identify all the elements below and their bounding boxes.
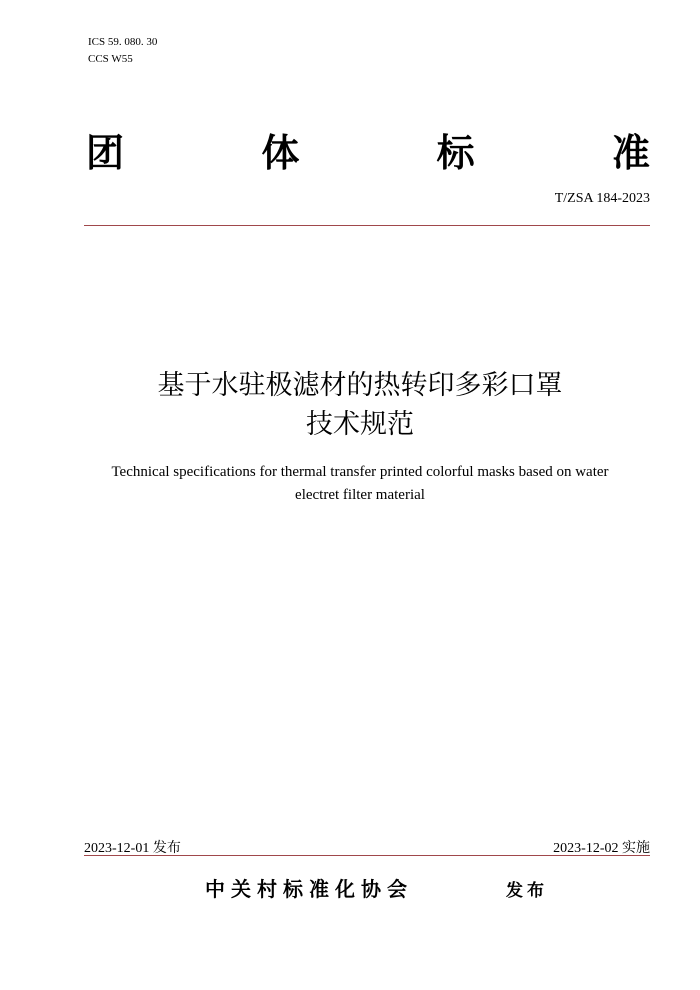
standard-type-heading — [86, 124, 650, 174]
standard-type-char: 标 — [436, 132, 475, 175]
english-title — [60, 461, 660, 507]
chinese-title — [60, 366, 660, 444]
top-divider — [84, 225, 650, 226]
chinese-title-line: 技术规范 — [306, 409, 414, 440]
ics-code: ICS 59. 080. 30 — [88, 36, 158, 48]
publish-label: 发布 — [506, 881, 548, 901]
bottom-divider — [84, 855, 650, 856]
standard-type-char: 团 — [86, 132, 125, 175]
english-title-line: electret filter material — [295, 487, 425, 503]
implementation-date: 2023-12-02 实施 — [553, 841, 650, 856]
english-title-line: Technical specifications for thermal transfer printed colorful masks based on water — [111, 464, 609, 480]
standard-type-char: 准 — [611, 132, 650, 175]
ccs-code: CCS W55 — [88, 53, 133, 65]
publisher-name: 中关村标准化协会 — [205, 877, 413, 901]
classification-codes — [88, 34, 157, 68]
chinese-title-line: 基于水驻极滤材的热转印多彩口罩 — [157, 370, 563, 401]
standard-number: T/ZSA 184-2023 — [554, 191, 650, 206]
issue-date: 2023-12-01 发布 — [84, 841, 181, 856]
standard-type-char: 体 — [261, 132, 300, 175]
